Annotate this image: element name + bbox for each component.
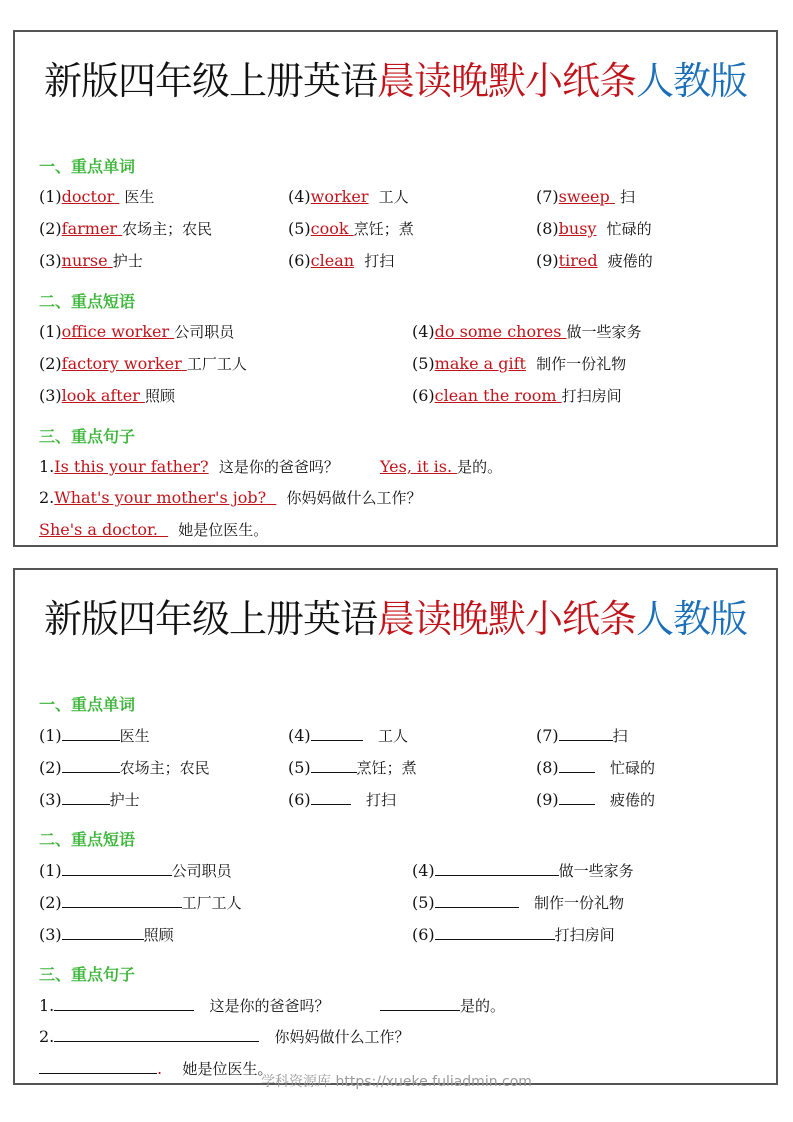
phrase-blank-item: (2) 工厂工人 — [39, 893, 242, 912]
card-title: 新版四年级上册英语晨读晚默小纸条人教版 — [43, 597, 748, 641]
sentence-item: 2.What's your mother's job? 你妈妈做什么工作？ — [39, 488, 422, 507]
watermark: 学科资源库 https://xueke.fuliadmin.com — [261, 1074, 532, 1090]
answer-blank[interactable] — [435, 892, 519, 908]
phrase-blank-item: (1) 公司职员 — [39, 861, 232, 880]
phrase-item: (5)make a gift 制作一份礼物 — [412, 354, 627, 373]
answer-blank[interactable] — [435, 924, 555, 940]
phrase-blank-item: (6) 打扫房间 — [412, 925, 615, 944]
section-heading-words: 一、重点单词 — [39, 695, 136, 714]
word-blank-item: (3) 护士 — [39, 790, 140, 809]
answer-blank[interactable] — [559, 789, 595, 805]
word-blank-item: (5) 烹饪；煮 — [288, 758, 417, 777]
answer-blank[interactable] — [311, 789, 351, 805]
answer-blank[interactable] — [62, 789, 110, 805]
word-blank-item: (1) 医生 — [39, 726, 150, 745]
answer-blank[interactable] — [62, 860, 172, 876]
word-item: (9)tired 疲倦的 — [536, 251, 653, 270]
phrase-blank-item: (4) 做一些家务 — [412, 861, 634, 880]
answer-blank[interactable] — [435, 860, 559, 876]
sentence-blank-item: 2. 你妈妈做什么工作？ — [39, 1027, 410, 1046]
word-blank-item: (9) 疲倦的 — [536, 790, 655, 809]
section-heading-words: 一、重点单词 — [39, 157, 136, 176]
sentence-blank-answer: 是的。 — [380, 995, 505, 1016]
phrase-item: (4)do some chores 做一些家务 — [412, 322, 642, 341]
answer-blank[interactable] — [559, 725, 613, 741]
word-blank-item: (6) 打扫 — [288, 790, 396, 809]
phrase-item: (1)office worker 公司职员 — [39, 322, 235, 341]
phrase-item: (6)clean the room 打扫房间 — [412, 386, 622, 405]
phrase-item: (3)look after 照顾 — [39, 386, 175, 405]
answer-blank[interactable] — [559, 757, 595, 773]
word-item: (5)cook 烹饪；煮 — [288, 219, 414, 238]
word-item: (3)nurse 护士 — [39, 251, 143, 270]
sentence-item: 1.Is this your father? 这是你的爸爸吗？ — [39, 457, 339, 476]
phrase-blank-item: (3) 照顾 — [39, 925, 174, 944]
word-item: (7)sweep 扫 — [536, 187, 635, 206]
practice-card — [13, 568, 778, 1085]
word-item: (6)clean 打扫 — [288, 251, 395, 270]
answer-blank[interactable] — [54, 1026, 259, 1042]
phrase-item: (2)factory worker 工厂工人 — [39, 354, 247, 373]
answer-blank[interactable] — [380, 995, 460, 1011]
phrase-blank-item: (5) 制作一份礼物 — [412, 893, 624, 912]
sentence-blank-item: 1. 这是你的爸爸吗？ — [39, 996, 330, 1015]
answer-blank[interactable] — [54, 995, 194, 1011]
answer-blank[interactable] — [62, 924, 144, 940]
card-title: 新版四年级上册英语晨读晚默小纸条人教版 — [43, 59, 748, 103]
word-blank-item: (7) 扫 — [536, 726, 628, 745]
section-heading-phrases: 二、重点短语 — [39, 292, 136, 311]
section-heading-phrases: 二、重点短语 — [39, 830, 136, 849]
word-item: (1)doctor 医生 — [39, 187, 155, 206]
section-heading-sentences: 三、重点句子 — [39, 965, 136, 984]
answer-blank[interactable] — [311, 757, 357, 773]
answer-blank[interactable] — [62, 757, 120, 773]
answer-blank[interactable] — [311, 725, 363, 741]
answer-blank[interactable] — [62, 892, 182, 908]
word-blank-item: (8) 忙碌的 — [536, 758, 655, 777]
word-item: (2)farmer 农场主；农民 — [39, 219, 213, 238]
answer-card — [13, 30, 778, 547]
answer-blank[interactable] — [62, 725, 120, 741]
word-item: (8)busy 忙碌的 — [536, 219, 652, 238]
sentence-item: She's a doctor. 她是位医生。 — [39, 520, 269, 539]
word-blank-item: (4) 工人 — [288, 726, 408, 745]
section-heading-sentences: 三、重点句子 — [39, 427, 136, 446]
word-item: (4)worker 工人 — [288, 187, 409, 206]
word-blank-item: (2) 农场主；农民 — [39, 758, 210, 777]
sentence-answer: Yes, it is. 是的。 — [380, 457, 503, 476]
sentence-blank-item: . 她是位医生。 — [39, 1058, 272, 1079]
